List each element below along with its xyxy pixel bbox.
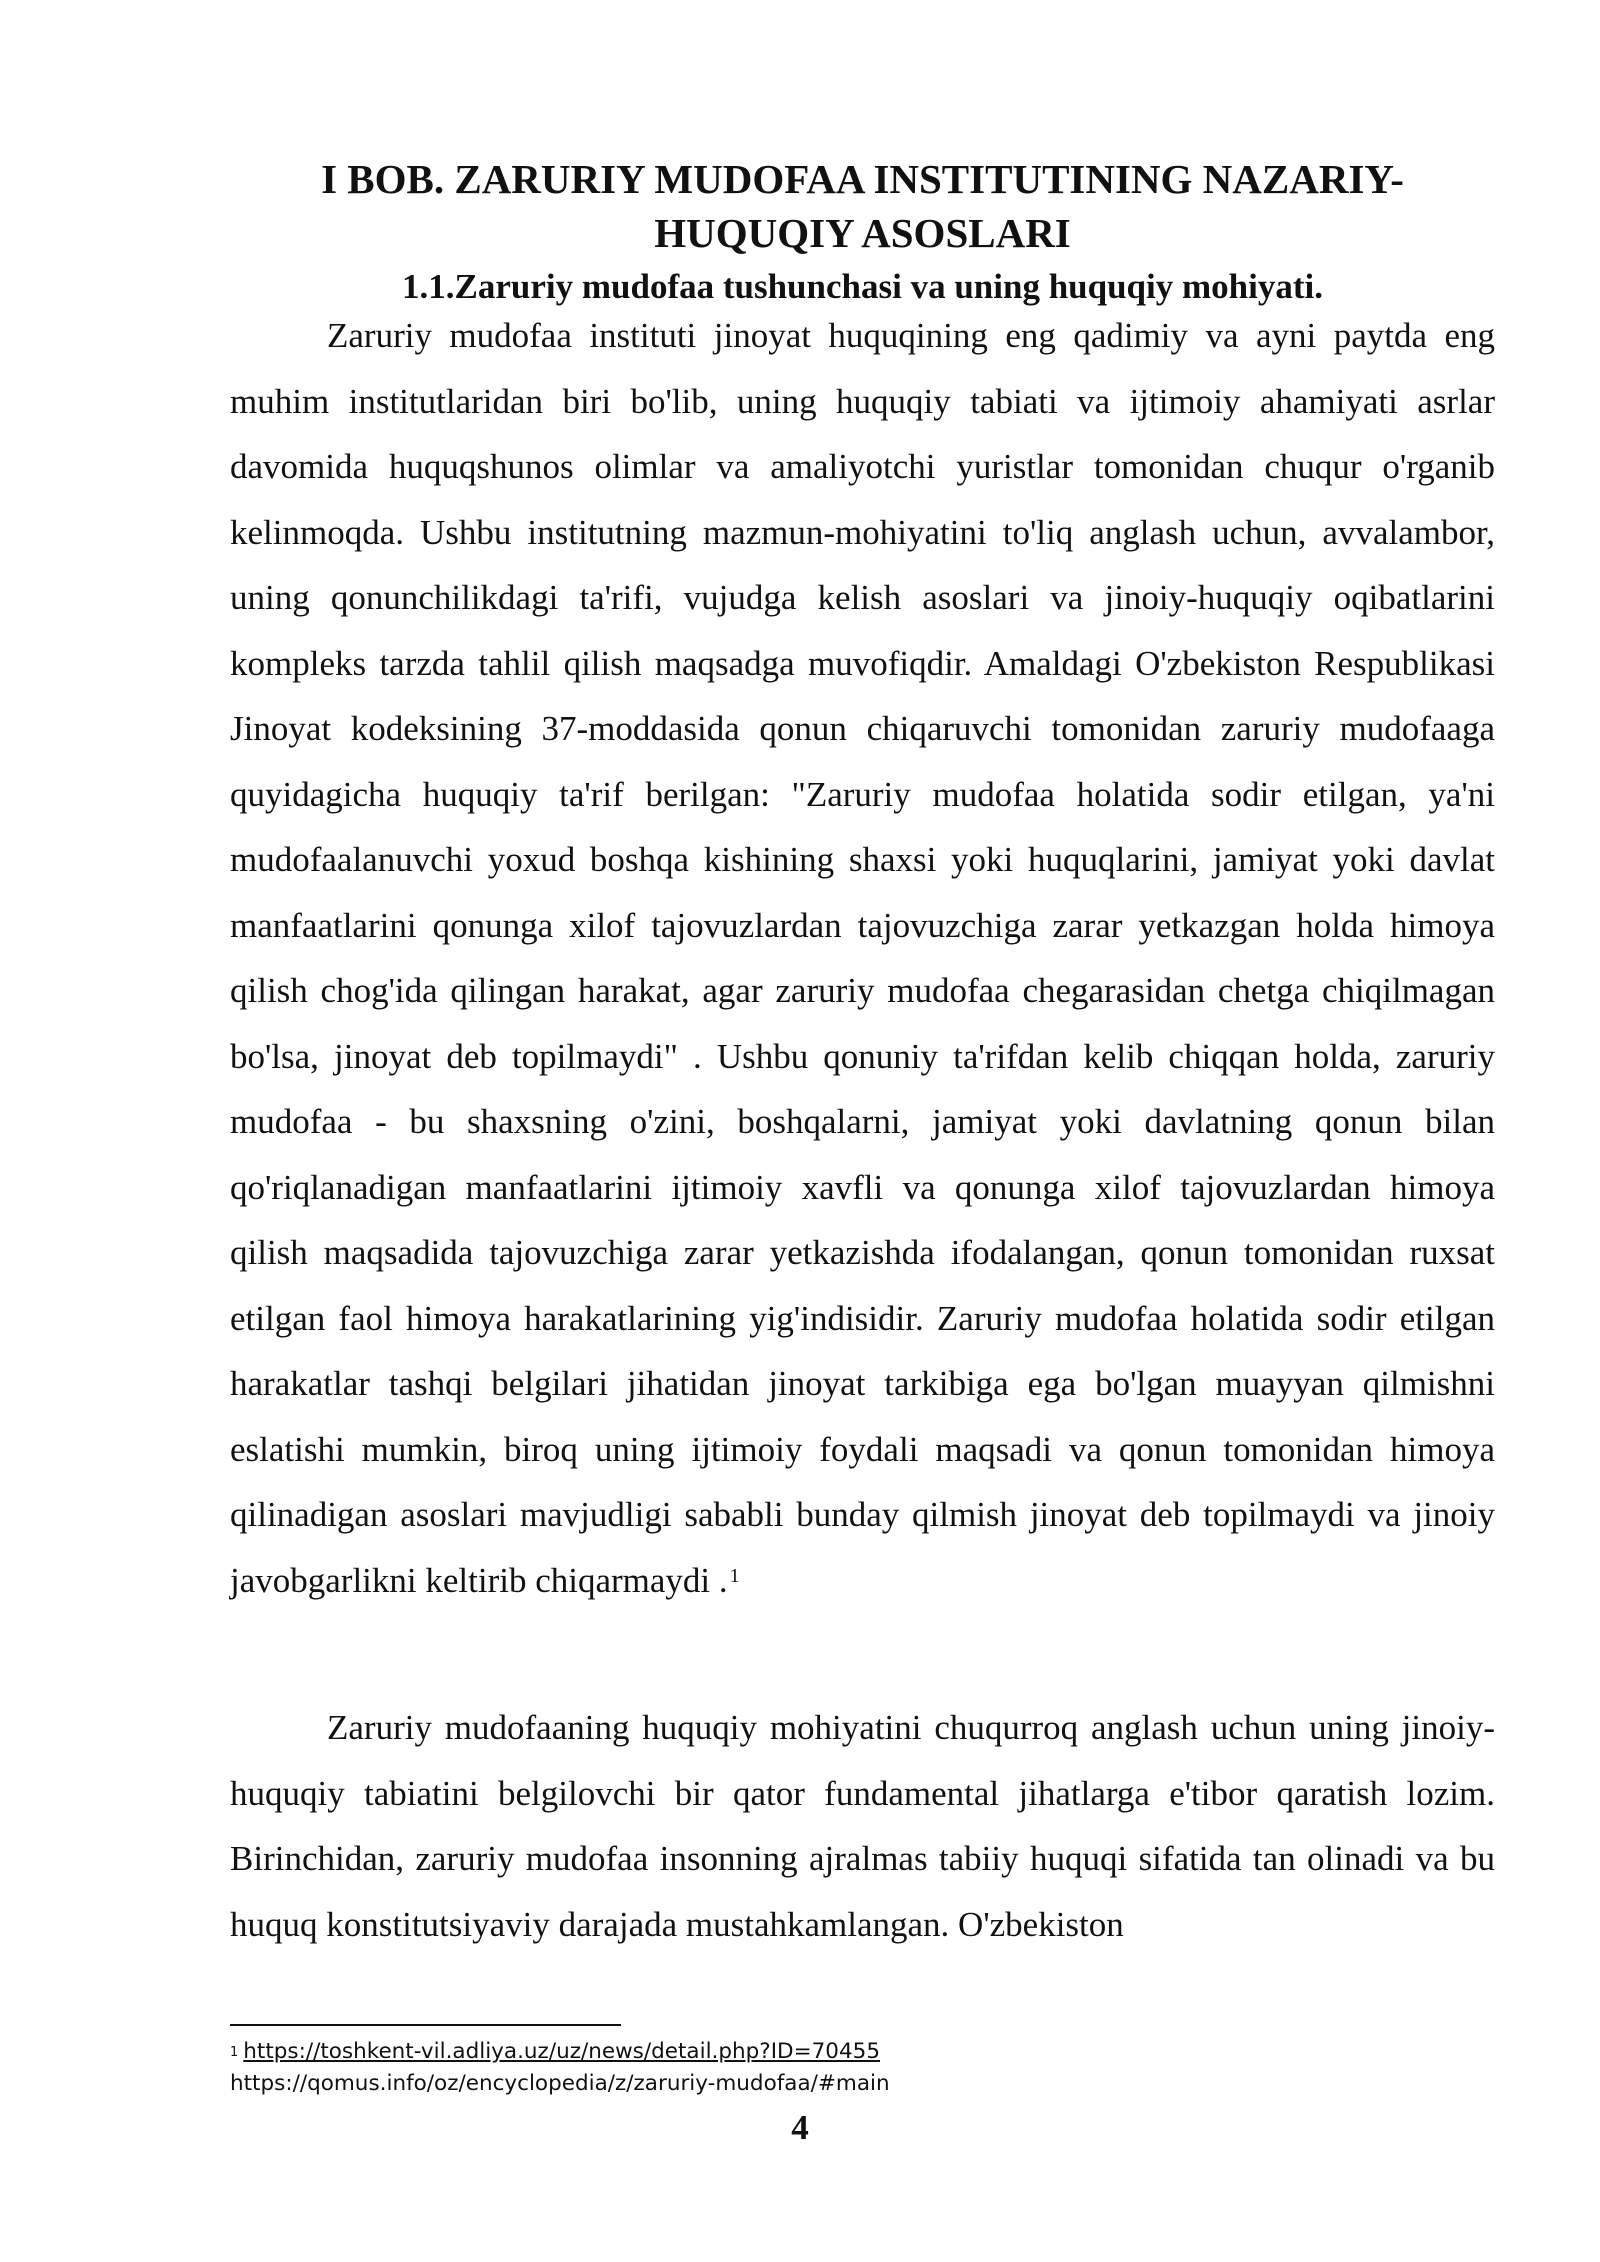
footnote-source-text: https://qomus.info/oz/encyclopedia/z/zaruriy-mudofaa/#main	[230, 2071, 890, 2096]
footnote-separator	[230, 2024, 621, 2026]
footnote-reference[interactable]: 1	[729, 1564, 740, 1587]
paragraph-text: Zaruriy mudofaaning huquqiy mohiyatini chuqurroq anglash uchun uning jinoiy-huquqiy tabiatini belgilovchi bir qator fundamental jihatlarga e'tibor qaratish lozim. Birinchidan, zaruriy mudofaa insonning ajralmas tabiiy huquqi sifatida tan olinadi va bu huquq konstitutsiyaviy darajada mustahkamlangan. O'zbekiston	[230, 1708, 1495, 1944]
page-number: 4	[791, 2108, 809, 2147]
footnote-item	[230, 2036, 1330, 2068]
footnotes	[230, 2036, 1330, 2100]
section-title: 1.1.Zaruriy mudofaa tushunchasi va uning huquqiy mohiyati.	[402, 267, 1323, 306]
footnote-number: 1	[230, 2045, 239, 2060]
footnote-link[interactable]: https://toshkent-vil.adliya.uz/uz/news/detail.php?ID=70455	[243, 2039, 881, 2064]
chapter-title: I BOB. ZARURIY MUDOFAA INSTITUTINING NAZARIY-HUQUQIY ASOSLARI	[321, 156, 1404, 256]
body-paragraph	[230, 1695, 1495, 1957]
paragraph-text: Zaruriy mudofaa instituti jinoyat huquqining eng qadimiy va ayni paytda eng muhim institutlaridan biri bo'lib, uning huquqiy tabiati va ijtimoiy ahamiyati asrlar davomida huquqshunos olimlar va amaliyotchi yuristlar tomonidan chuqur o'rganib kelinmoqda. Ushbu institutning mazmun-mohiyatini to'liq anglash uchun, avvalambor, uning qonunchilikdagi ta'rifi, vujudga kelish asoslari va jinoiy-huquqiy oqibatlarini kompleks tarzda tahlil qilish maqsadga muvofiqdir. Amaldagi O'zbekiston Respublikasi Jinoyat kodeksining 37-moddasida qonun chiqaruvchi tomonidan zaruriy mudofaaga quyidagicha huquqiy ta'rif berilgan: "Zaruriy mudofaa holatida sodir etilgan, ya'ni mudofaalanuvchi yoxud boshqa kishining shaxsi yoki huquqlarini, jamiyat yoki davlat manfaatlarini qonunga xilof tajovuzlardan tajovuzchiga zarar yetkazgan holda himoya qilish chog'ida qilingan harakat, agar zaruriy mudofaa chegarasidan chetga chiqilmagan bo'lsa, jinoyat deb topilmaydi" . Ushbu qonuniy ta'rifdan kelib chiqqan holda, zaruriy mudofaa - bu shaxsning o'zini, boshqalarni, jamiyat yoki davlatning qonun bilan qo'riqlanadigan manfaatlarini ijtimoiy xavfli va qonunga xilof tajovuzlardan himoya qilish maqsadida tajovuzchiga zarar yetkazishda ifodalangan, qonun tomonidan ruxsat etilgan faol himoya harakatlarining yig'indisidir. Zaruriy mudofaa holatida sodir etilgan harakatlar tashqi belgilari jihatidan jinoyat tarkibiga ega bo'lgan muayyan qilmishni eslatishi mumkin, biroq uning ijtimoiy foydali maqsadi va qonun tomonidan himoya qilinadigan asoslari mavjudligi sababli bunday qilmish jinoyat deb topilmaydi va jinoiy javobgarlikni keltirib chiqarmaydi .	[230, 316, 1495, 1600]
body-paragraph	[230, 303, 1495, 1613]
